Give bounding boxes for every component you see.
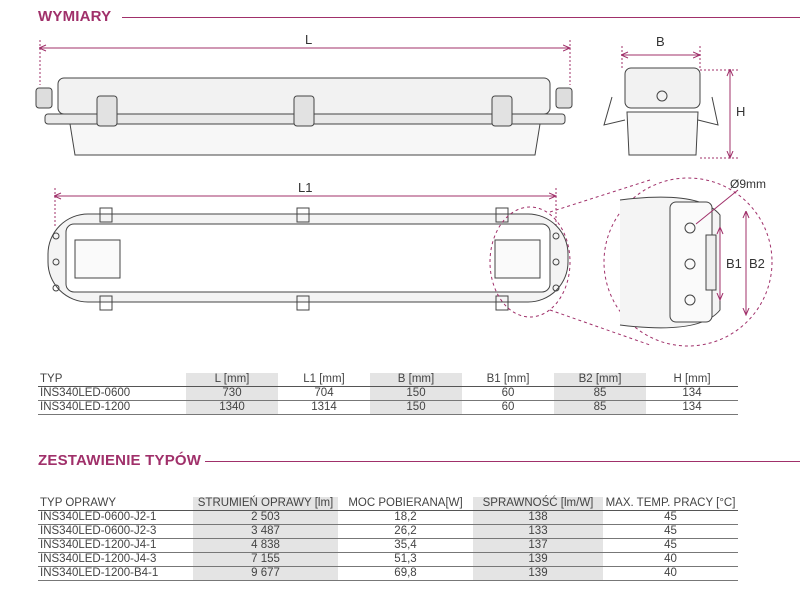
table-cell: INS340LED-0600: [38, 387, 186, 401]
table-cell: 40: [603, 553, 738, 567]
table-cell: 1314: [278, 401, 370, 415]
col-header: B [mm]: [370, 373, 462, 387]
table-row: [38, 511, 738, 525]
table-row: [38, 539, 738, 553]
col-header: MOC POBIERANA[W]: [338, 497, 473, 511]
table-cell: INS340LED-0600-J2-1: [38, 511, 193, 525]
table-cell: 150: [370, 387, 462, 401]
table-cell: 1340: [186, 401, 278, 415]
col-header: L1 [mm]: [278, 373, 370, 387]
table-cell: 18,2: [338, 511, 473, 525]
table-cell: 3 487: [193, 525, 338, 539]
table-row: [38, 525, 738, 539]
table-cell: 7 155: [193, 553, 338, 567]
side-view: [36, 40, 572, 155]
end-view: [604, 46, 738, 158]
table-cell: 704: [278, 387, 370, 401]
col-header: SPRAWNOŚĆ [lm/W]: [473, 497, 603, 511]
dimensions-heading: WYMIARY: [38, 8, 112, 25]
table-cell: 4 838: [193, 539, 338, 553]
table-cell: INS340LED-1200-J4-3: [38, 553, 193, 567]
label-h: H: [736, 104, 746, 119]
table-cell: 35,4: [338, 539, 473, 553]
types-heading: ZESTAWIENIE TYPÓW: [38, 452, 202, 469]
table-cell: INS340LED-1200: [38, 401, 186, 415]
label-l1: L1: [298, 180, 313, 195]
table-cell: 2 503: [193, 511, 338, 525]
dimensions-table: [38, 373, 738, 415]
label-l: L: [305, 32, 313, 47]
col-header: TYP OPRAWY: [38, 497, 193, 511]
table-cell: 138: [473, 511, 603, 525]
table-cell: INS340LED-1200-B4-1: [38, 567, 193, 581]
table-cell: 134: [646, 387, 738, 401]
table-row: [38, 401, 738, 415]
table-cell: 150: [370, 401, 462, 415]
dimensions-table-header: [38, 373, 738, 387]
col-header: B1 [mm]: [462, 373, 554, 387]
table-cell: 137: [473, 539, 603, 553]
types-heading-rule: [205, 461, 800, 462]
table-cell: INS340LED-1200-J4-1: [38, 539, 193, 553]
types-table-header: [38, 497, 738, 511]
table-cell: 69,8: [338, 567, 473, 581]
label-b2: B2: [749, 256, 765, 271]
col-header: TYP: [38, 373, 186, 387]
col-header: L [mm]: [186, 373, 278, 387]
table-cell: 40: [603, 567, 738, 581]
table-row: [38, 387, 738, 401]
table-cell: 134: [646, 401, 738, 415]
col-header: H [mm]: [646, 373, 738, 387]
col-header: MAX. TEMP. PRACY [°C]: [603, 497, 738, 511]
table-cell: 45: [603, 539, 738, 553]
table-cell: 60: [462, 401, 554, 415]
top-view: [48, 188, 570, 317]
table-cell: 60: [462, 387, 554, 401]
table-cell: 133: [473, 525, 603, 539]
table-cell: 45: [603, 525, 738, 539]
col-header: B2 [mm]: [554, 373, 646, 387]
table-cell: 139: [473, 567, 603, 581]
table-cell: INS340LED-0600-J2-3: [38, 525, 193, 539]
table-cell: 85: [554, 401, 646, 415]
col-header: STRUMIEŃ OPRAWY [lm]: [193, 497, 338, 511]
label-b1: B1: [726, 256, 742, 271]
table-cell: 26,2: [338, 525, 473, 539]
table-cell: 85: [554, 387, 646, 401]
table-cell: 9 677: [193, 567, 338, 581]
table-row: [38, 567, 738, 581]
types-table: [38, 497, 738, 581]
table-cell: 139: [473, 553, 603, 567]
table-row: [38, 553, 738, 567]
table-cell: 45: [603, 511, 738, 525]
table-cell: 51,3: [338, 553, 473, 567]
label-b: B: [656, 34, 665, 49]
table-cell: 730: [186, 387, 278, 401]
label-hole: Ø9mm: [730, 177, 766, 191]
